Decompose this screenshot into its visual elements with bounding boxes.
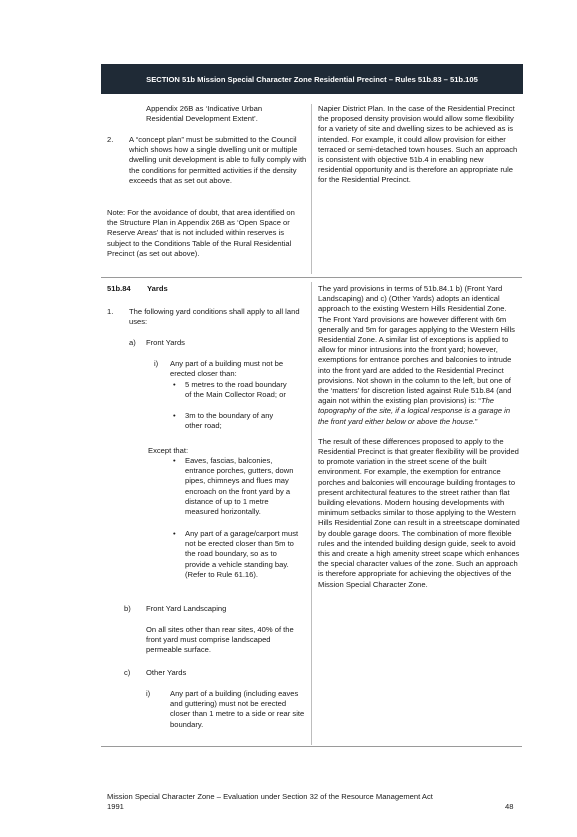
bullet-icon: • xyxy=(173,380,176,389)
other-yards-heading: Other Yards xyxy=(146,668,187,677)
bullet-item: Eaves, fascias, balconies, entrance porches, gutters, down pipes, chimneys and flues may encroach on the front yard by a distance of up to 1 metre measured horizontally. xyxy=(185,456,294,517)
column-divider-bottom xyxy=(311,282,312,745)
bullet-icon: • xyxy=(173,456,176,465)
sub-label-a: a) xyxy=(129,338,136,347)
bullet-icon: • xyxy=(173,411,176,420)
sub-label-i: i) xyxy=(146,689,151,698)
item-number: 1. xyxy=(107,307,114,316)
row-divider xyxy=(101,277,522,278)
bullet-item: Any part of a garage/carport must not be erected closer than 5m to the road boundary, so as to provide a vehicle standing bay. (Refer to Rule 61.16). xyxy=(185,529,299,579)
front-yard-differences-paragraph: The Front Yard provisions are however different with 6m generally and 5m for garages applying to the Western Hills Residential Zone. A similar list of exceptions is applied to allow for minor intrusions into the front yard; however, exemptions for entrance porches and balconies to intrude into the front yard are added to the Residential Precinct provisions. Not shown in the column to the left, but one of the ‘matters’ for discretion listed against Rule 51b.84 (and again not within the existing plan provisions) is: “The topography of the site, if a logical response is a garage in the front yard either below or above the house.” xyxy=(318,314,515,426)
footer-text: Mission Special Character Zone – Evaluation under Section 32 of the Resource Management Act 1991 xyxy=(107,792,433,811)
section-header xyxy=(101,64,523,94)
table-bottom-rule xyxy=(101,746,522,747)
sub-label-c: c) xyxy=(124,668,131,677)
top-right-cell xyxy=(318,104,518,186)
section-title: SECTION 51b Mission Special Character Zone Residential Precinct – Rules 51b.83 – 51b.105 xyxy=(146,74,478,84)
discretion-quote: The topography of the site, if a logical response is a garage in the front yard either below or above the house. xyxy=(318,396,511,426)
yard-provisions-paragraph: The yard provisions in terms of 51b.84.1 b) (Front Yard Landscaping) and c) (Other Yards) adopts an identical approach to the existing Western Hills Residential Zone. xyxy=(318,284,507,314)
front-yard-landscaping-heading: Front Yard Landscaping xyxy=(146,604,227,613)
front-yards-heading: Front Yards xyxy=(146,338,185,347)
other-yards-rule: Any part of a building (including eaves and guttering) must not be erected closer than 1 metre to a side or rear site boundary. xyxy=(170,689,305,729)
bullet-item: 3m to the boundary of any other road; xyxy=(185,411,274,431)
page-number: 48 xyxy=(505,802,514,811)
column-divider-top xyxy=(311,104,312,274)
rule-right-cell xyxy=(318,284,520,590)
rule-title: Yards xyxy=(147,284,168,293)
front-yard-rule: Any part of a building must not be erected closer than: xyxy=(170,359,284,379)
yard-conditions-intro: The following yard conditions shall apply to all land uses: xyxy=(129,307,300,327)
item-number: 2. xyxy=(107,135,114,144)
sub-label-i: i) xyxy=(154,359,159,368)
bullet-icon: • xyxy=(173,529,176,538)
continuation-text: Appendix 26B as ‘Indicative Urban Residential Development Extent’. xyxy=(146,104,263,124)
landscaping-rule: On all sites other than rear sites, 40% of the front yard must comprise landscaped permeable surface. xyxy=(146,625,294,655)
note-paragraph: Note: For the avoidance of doubt, that area identified on the Structure Plan in Appendix 26B as ‘Open Space or Reserve Areas’ that is not included within reserves is subject to the Conditions Table of the Rural Residential Precinct (as set out above). xyxy=(107,208,295,258)
sub-label-b: b) xyxy=(124,604,131,613)
except-label: Except that: xyxy=(148,446,189,455)
rule-number: 51b.84 xyxy=(107,284,131,293)
bullet-item: 5 metres to the road boundary of the Main Collector Road; or xyxy=(185,380,287,400)
density-rationale: Napier District Plan. In the case of the Residential Precinct the proposed density provision would allow some flexibility for a variety of site and dwelling sizes to be achieved as is intended. For example, it could allow provision for either terraced or semi-detached town houses. Such an approach is consistent with objective 51b.4 in enabling new residential opportunity and is therefore an appropriate rule for the Residential Precinct. xyxy=(318,104,518,185)
result-paragraph: The result of these differences proposed to apply to the Residential Precinct is that greater flexibility will be provided to promote variation in the street scene of the built environment. For example, the exemption for entrance porches and balconies will encourage building frontages to present architectural features to the street rather than flat building elevations. Modern housing developments with minimum setbacks similar to those applying to the Western Hills Residential Zone can result in a streetscape dominated by double garage doors. The combination of more flexible rules and the intended building design guide, seek to avoid this and create a high amenity street scape which enhances the special character values of the zone. Such an approach is therefore appropriate for achieving the objectives of the Mission Special Character Zone. xyxy=(318,436,520,589)
concept-plan-item: A “concept plan” must be submitted to the Council which shows how a single dwelling unit or multiple dwelling unit development is able to fully comply with the conditions for permitted activities if the density exceeds that as set out above. xyxy=(129,135,307,185)
